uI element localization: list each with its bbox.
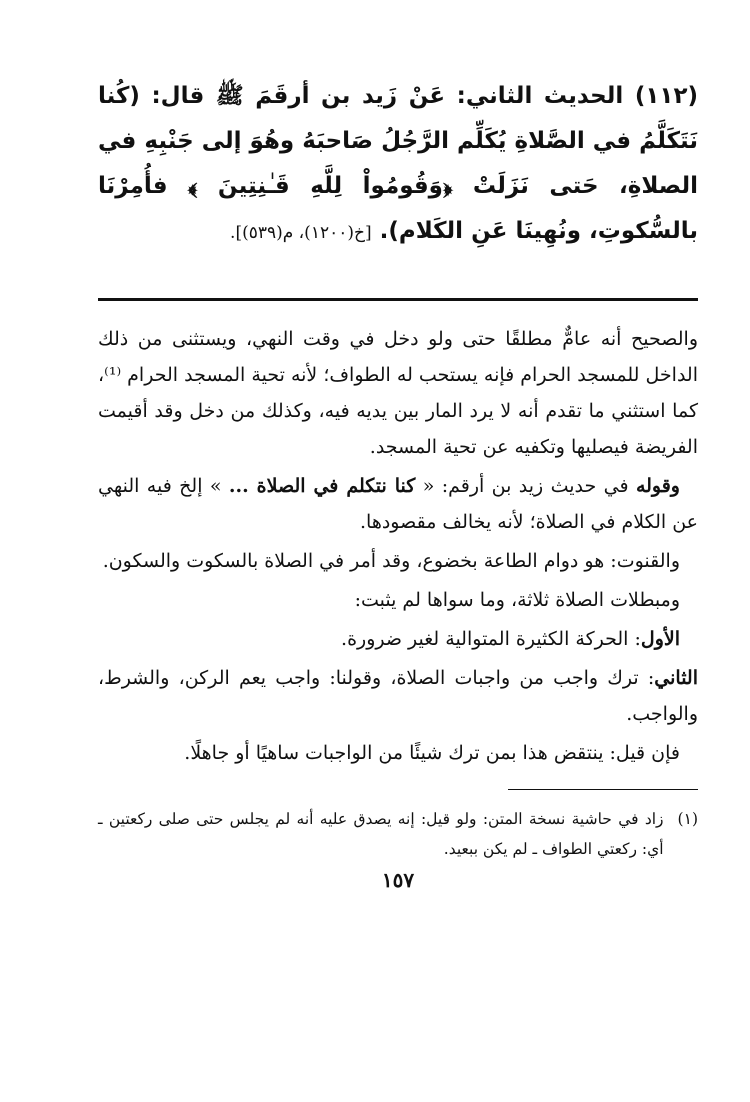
footnote [98, 804, 698, 864]
p2-mid: في حديث زيد بن أرقم: « [415, 475, 636, 497]
hadith-text: عَنْ زَيد بن أرقَمَ ﷺ قال: (كُنا نَتَكَلَّمُ في الصَّلاةِ يُكَلِّم الرَّجُلُ صَاحبَهُ وهُوَ إلى جَنْبِهِ في الصلاةِ، حَتى نَزَلَتْ ﴿وَقُومُواْ لِلَّهِ قَـٰنِتِينَ ﴾ فأُمِرْنَا بالسُّكوتِ، ونُهِينَا عَنِ الكَلام). [98, 83, 698, 244]
main-divider [98, 298, 698, 301]
commentary-paragraph-6 [98, 660, 698, 732]
first-label: الأول [640, 628, 680, 650]
hadith-reference: [خ(١٢٠٠)، م(٥٣٩)]. [230, 223, 372, 243]
second-label: الثاني [654, 667, 698, 689]
commentary-paragraph-7: فإن قيل: ينتقض هذا بمن ترك شيئًا من الواجبات ساهيًا أو جاهلًا. [184, 742, 680, 764]
book-page [98, 74, 698, 892]
hadith-number: (١١٢) [634, 83, 699, 109]
p2-rest: » إلخ فيه النهي عن الكلام في الصلاة؛ لأنه يخالف مقصودها. [98, 475, 698, 533]
commentary-paragraph-3: والقنوت: هو دوام الطاعة بخضوع، وقد أمر في الصلاة بالسكوت والسكون. [102, 550, 680, 572]
commentary-paragraph-4: ومبطلات الصلاة ثلاثة، وما سواها لم يثبت: [354, 589, 680, 611]
hadith-lead: الحديث الثاني: [445, 83, 624, 109]
footnote-text: زاد في حاشية نسخة المتن: ولو قيل: إنه يصدق عليه أنه لم يجلس حتى صلى ركعتين ـ أي: ركعتي الطواف ـ لم يكن ببعيد. [98, 810, 664, 858]
footnote-divider [508, 789, 698, 790]
commentary-paragraph-1: والصحيح أنه عامٌّ مطلقًا حتى ولو دخل في وقت النهي، ويستثنى من ذلك الداخل للمسجد الحرام فإنه يستحب له الطواف؛ لأنه تحية المسجد الحرام ⁽¹⁾، كما استثني ما تقدم أنه لا يرد المار بين يديه فيه، وكذلك من دخل وقد أقيمت الفريضة فيصليها وتكفيه عن تحية المسجد. [98, 328, 698, 458]
commentary-paragraph-5 [98, 621, 698, 657]
footnote-number: (١) [677, 810, 698, 828]
qawluhu-label: وقوله [635, 475, 680, 497]
p6-rest: : ترك واجب من واجبات الصلاة، وقولنا: واجب يعم الركن، والشرط، والواجب. [98, 667, 698, 725]
p2-quote: كنا نتكلم في الصلاة ... [228, 475, 416, 497]
p5-rest: : الحركة الكثيرة المتوالية لغير ضرورة. [341, 628, 641, 650]
page-number: ١٥٧ [381, 868, 415, 892]
commentary [98, 321, 698, 771]
hadith-paragraph [98, 74, 698, 256]
commentary-paragraph-2 [98, 468, 698, 540]
